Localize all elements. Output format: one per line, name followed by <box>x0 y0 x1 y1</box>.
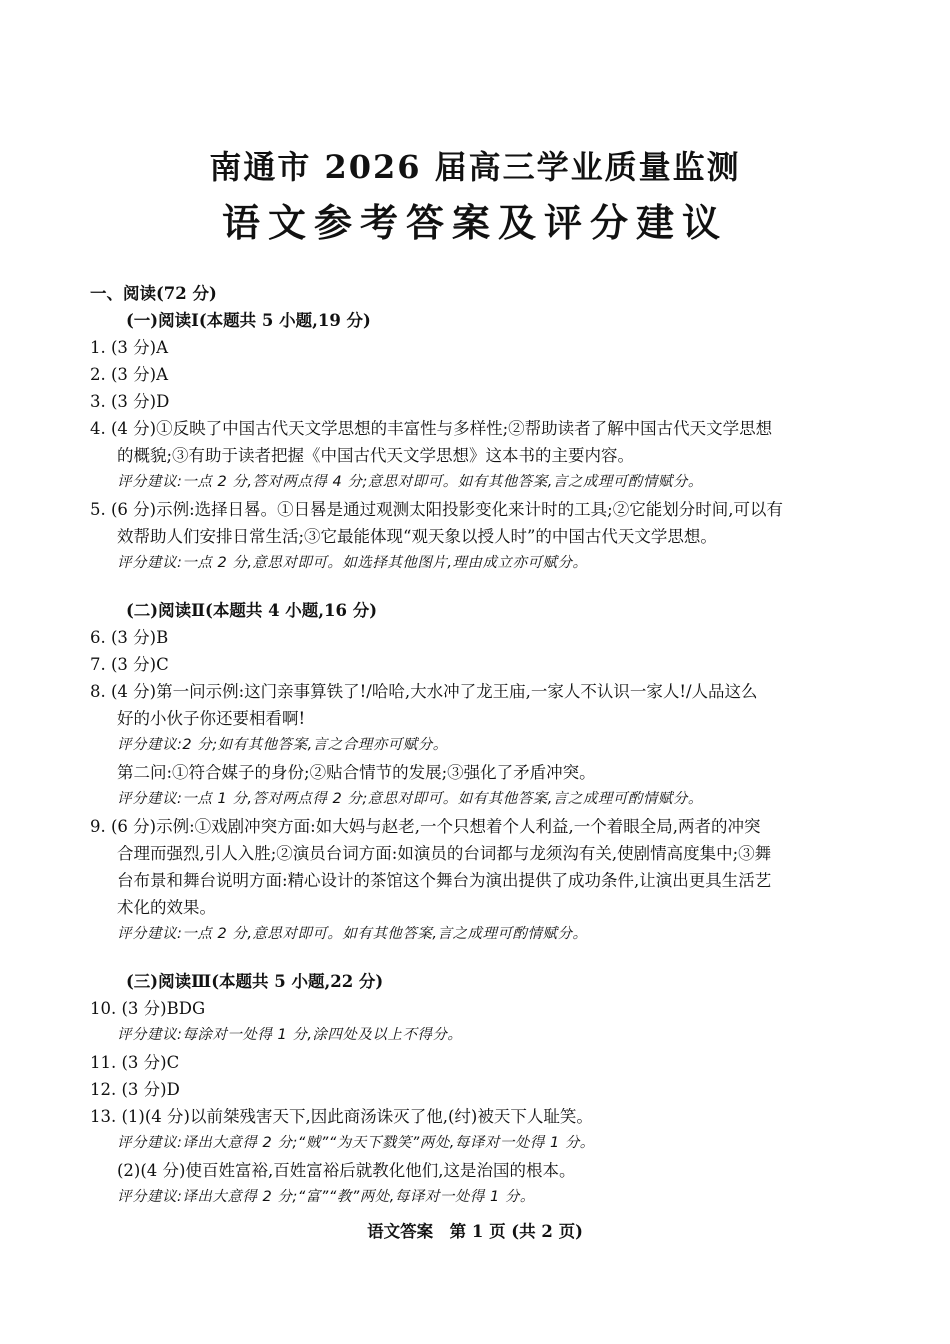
exam-title: 南通市 2026 届高三学业质量监测 <box>209 148 741 186</box>
answer-q10: 10. (3 分)BDG <box>90 999 206 1018</box>
scoring-note-q13-part2: 评分建议:译出大意得 2 分;“富”“教”两处,每译对一处得 1 分。 <box>117 1189 535 1205</box>
answer-q9-line4: 术化的效果。 <box>117 898 216 917</box>
answer-q13-part1: 13. (1)(4 分)以前桀残害天下,因此商汤诛灭了他,(纣)被天下人耻笑。 <box>90 1107 593 1126</box>
answer-q8-line2: 好的小伙子你还要相看啊! <box>117 709 306 728</box>
answer-q9-line2: 合理而强烈,引人入胜;②演员台词方面:如演员的台词都与龙须沟有关,使剧情高度集中;③舞 <box>117 844 772 863</box>
answer-q1: 1. (3 分)A <box>90 338 169 357</box>
reading-3-heading: (三)阅读Ⅲ(本题共 5 小题,22 分) <box>126 972 384 991</box>
answer-q3: 3. (3 分)D <box>90 392 170 411</box>
answer-q5-line1: 5. (6 分)示例:选择日晷。①日晷是通过观测太阳投影变化来计时的工具;②它能划分时间,可以有 <box>90 500 783 519</box>
answer-q5-line2: 效帮助人们安排日常生活;③它最能体现“观天象以授人时”的中国古代天文学思想。 <box>117 527 717 546</box>
scoring-note-q4: 评分建议:一点 2 分,答对两点得 4 分;意思对即可。如有其他答案,言之成理可酌情赋分。 <box>117 474 703 490</box>
scoring-note-q10: 评分建议:每涂对一处得 1 分,涂四处及以上不得分。 <box>117 1027 463 1043</box>
answer-q7: 7. (3 分)C <box>90 655 169 674</box>
answer-q8-line3: 第二问:①符合媒子的身份;②贴合情节的发展;③强化了矛盾冲突。 <box>117 763 596 782</box>
answer-q13-part2: (2)(4 分)使百姓富裕,百姓富裕后就教化他们,这是治国的根本。 <box>117 1161 576 1180</box>
reading-1-heading: (一)阅读Ⅰ(本题共 5 小题,19 分) <box>126 311 371 330</box>
scoring-note-q5: 评分建议:一点 2 分,意思对即可。如选择其他图片,理由成立亦可赋分。 <box>117 555 588 571</box>
scoring-note-q8-part1: 评分建议:2 分;如有其他答案,言之合理亦可赋分。 <box>117 737 448 753</box>
answer-q12: 12. (3 分)D <box>90 1080 180 1099</box>
answer-q9-line1: 9. (6 分)示例:①戏剧冲突方面:如大妈与赵老,一个只想着个人利益,一个着眼全局,两者的冲突 <box>90 817 761 836</box>
spacer <box>90 948 865 968</box>
answer-q8-line1: 8. (4 分)第一问示例:这门亲事算铁了!/哈哈,大水冲了龙王庙,一家人不认识一家人!/人品这么 <box>90 682 758 701</box>
answer-q11: 11. (3 分)C <box>90 1053 180 1072</box>
page-footer: 语文答案 第 1 页 (共 2 页) <box>367 1222 583 1241</box>
scoring-note-q8-part2: 评分建议:一点 1 分,答对两点得 2 分;意思对即可。如有其他答案,言之成理可酌情赋分。 <box>117 791 703 807</box>
answer-q4-line1: 4. (4 分)①反映了中国古代天文学思想的丰富性与多样性;②帮助读者了解中国古代天文学思想 <box>90 419 773 438</box>
spacer <box>90 577 865 597</box>
answer-q6: 6. (3 分)B <box>90 628 169 647</box>
section-heading: 一、阅读(72 分) <box>90 284 217 303</box>
reading-2-heading: (二)阅读Ⅱ(本题共 4 小题,16 分) <box>126 601 378 620</box>
scoring-note-q13-part1: 评分建议:译出大意得 2 分;“贼”“为天下戮笑”两处,每译对一处得 1 分。 <box>117 1135 595 1151</box>
answer-q9-line3: 台布景和舞台说明方面:精心设计的茶馆这个舞台为演出提供了成功条件,让演出更具生活艺 <box>117 871 772 890</box>
scoring-note-q9: 评分建议:一点 2 分,意思对即可。如有其他答案,言之成理可酌情赋分。 <box>117 926 588 942</box>
answer-content <box>90 280 865 1211</box>
document-title: 语文参考答案及评分建议 <box>221 200 728 245</box>
answer-q4-line2: 的概貌;③有助于读者把握《中国古代天文学思想》这本书的主要内容。 <box>117 446 635 465</box>
answer-q2: 2. (3 分)A <box>90 365 169 384</box>
